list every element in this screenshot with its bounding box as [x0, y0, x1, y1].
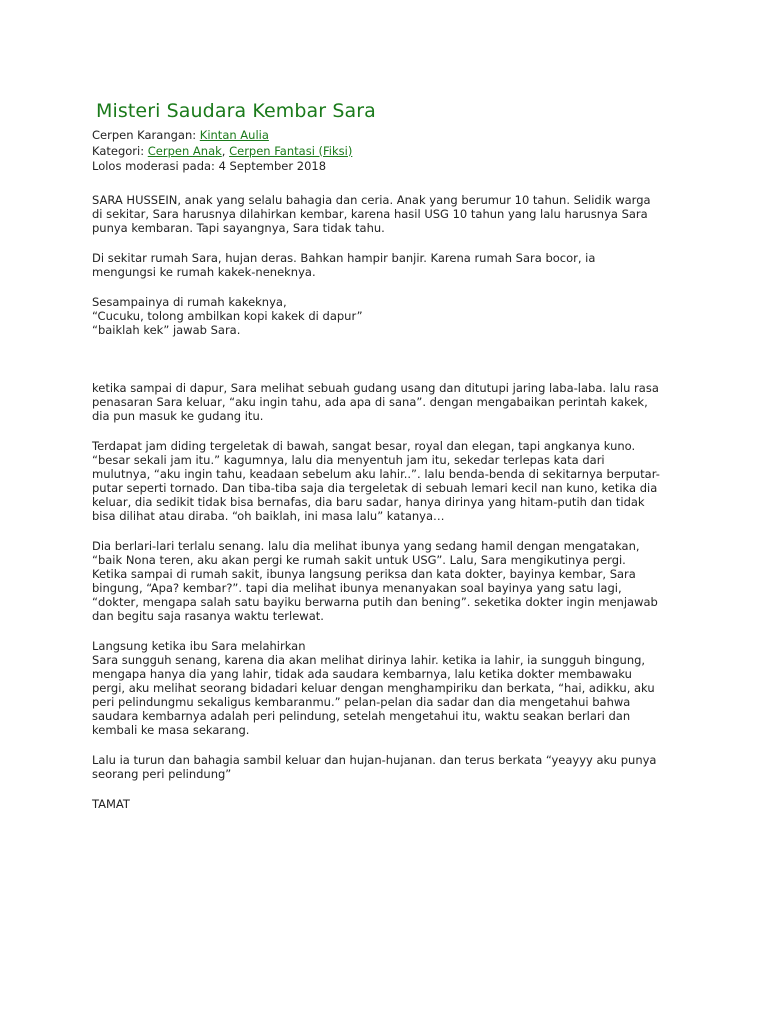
paragraph — [92, 753, 677, 781]
text-line: di sekitar, Sara harusnya dilahirkan kembar, karena hasil USG 10 tahun yang lalu harusnya Sara — [92, 207, 648, 221]
moderation-date: Lolos moderasi pada: 4 September 2018 — [92, 159, 327, 173]
text-line: punya kembaran. Tapi sayangnya, Sara tidak tahu. — [92, 221, 385, 235]
paragraph — [92, 639, 677, 737]
text-line: Lalu ia turun dan bahagia sambil keluar dan hujan-hujanan. dan terus berkata “yeayyy aku punya — [92, 753, 657, 767]
category-link-anak[interactable]: Cerpen Anak — [147, 143, 222, 158]
paragraph-ending — [92, 797, 677, 811]
author-link[interactable]: Kintan Aulia — [199, 128, 269, 142]
text-line: “dokter, mengapa salah satu bayiku berwarna putih dan bening”. seketika dokter ingin menjawab — [92, 595, 658, 609]
text-line: ketika sampai di dapur, Sara melihat sebuah gudang usang dan ditutupi jaring laba-laba. lalu rasa — [92, 381, 659, 395]
paragraph — [92, 295, 677, 337]
category-link-fantasi[interactable]: Cerpen Fantasi (Fiksi) — [229, 143, 353, 158]
text-line: “Cucuku, tolong ambilkan kopi kakek di dapur” — [92, 309, 363, 323]
text-line: keluar, dia sedikit tidak bisa bernafas, dia baru sadar, hanya dirinya yang hitam-putih dan tidak — [92, 495, 645, 509]
category-separator: , — [221, 143, 226, 158]
text-line: penasaran Sara keluar, “aku ingin tahu, ada apa di sana”. dengan mengabaikan perintah kakek, — [92, 395, 648, 409]
text-line: seorang peri pelindung” — [92, 767, 232, 781]
text-line: dia pun masuk ke gudang itu. — [92, 409, 264, 423]
text-line: mulutnya, “aku ingin tahu, keadaan sebelum aku lahir..”. lalu benda-benda di sekitarnya berputar- — [92, 467, 660, 481]
paragraph — [92, 439, 677, 523]
text-line: dan begitu saja rasanya waktu terlewat. — [92, 609, 324, 623]
article-title: Misteri Saudara Kembar Sara — [96, 100, 376, 122]
text-line: Sesampainya di rumah kakeknya, — [92, 295, 287, 309]
text-line: SARA HUSSEIN, anak yang selalu bahagia dan ceria. Anak yang berumur 10 tahun. Selidik warga — [92, 193, 651, 207]
text-line: Sara sungguh senang, karena dia akan melihat dirinya lahir. ketika ia lahir, ia sungguh bingung, — [92, 653, 646, 667]
text-line: Langsung ketika ibu Sara melahirkan — [92, 639, 306, 653]
article-meta — [92, 128, 352, 175]
category-label: Kategori: — [92, 143, 145, 158]
text-line: bingung, “Apa? kembar?”. tapi dia melihat ibunya menanyakan soal bayinya yang satu lagi, — [92, 581, 622, 595]
article-body — [92, 193, 677, 827]
text-line: mengapa hanya dia yang lahir, tidak ada saudara kembarnya, lalu ketika dokter membawaku — [92, 667, 632, 681]
text-line: Dia berlari-lari terlalu senang. lalu dia melihat ibunya yang sedang hamil dengan mengatakan, — [92, 539, 640, 553]
text-line: peri pelindungmu sekaligus kembaranmu.” pelan-pelan dia sadar dan dia mengetahui bahwa — [92, 695, 631, 709]
text-line: Di sekitar rumah Sara, hujan deras. Bahkan hampir banjir. Karena rumah Sara bocor, ia — [92, 251, 596, 265]
text-line: kembali ke masa sekarang. — [92, 723, 250, 737]
text-line: “baiklah kek” jawab Sara. — [92, 323, 241, 337]
author-label: Cerpen Karangan: — [92, 128, 197, 142]
paragraph — [92, 381, 677, 423]
text-line: pergi, aku melihat seorang bidadari keluar dengan menghampiriku dan berkata, “hai, adikku, aku — [92, 681, 655, 695]
text-line: Terdapat jam diding tergeletak di bawah, sangat besar, royal dan elegan, tapi angkanya kuno. — [92, 439, 636, 453]
text-line: putar seperti tornado. Dan tiba-tiba saja dia tergeletak di sebuah lemari kecil nan kuno, ketika dia — [92, 481, 658, 495]
paragraph — [92, 251, 677, 279]
paragraph — [92, 539, 677, 623]
text-line: Ketika sampai di rumah sakit, ibunya langsung periksa dan kata dokter, bayinya kembar, Sara — [92, 567, 636, 581]
text-line: mengungsi ke rumah kakek-neneknya. — [92, 265, 316, 279]
ending-text: TAMAT — [92, 797, 130, 811]
author-line — [92, 128, 352, 144]
paragraph — [92, 193, 677, 235]
text-line: saudara kembarnya adalah peri pelindung, setelah mengetahui itu, waktu seakan berlari dan — [92, 709, 631, 723]
text-line: “baik Nona teren, aku akan pergi ke rumah sakit untuk USG”. Lalu, Sara mengikutinya pergi. — [92, 553, 626, 567]
text-line: bisa dilihat atau diraba. “oh baiklah, ini masa lalu” katanya… — [92, 509, 445, 523]
category-line — [92, 144, 352, 160]
text-line: “besar sekali jam itu.” kagumnya, lalu dia menyentuh jam itu, sekedar terlepas kata dari — [92, 453, 605, 467]
